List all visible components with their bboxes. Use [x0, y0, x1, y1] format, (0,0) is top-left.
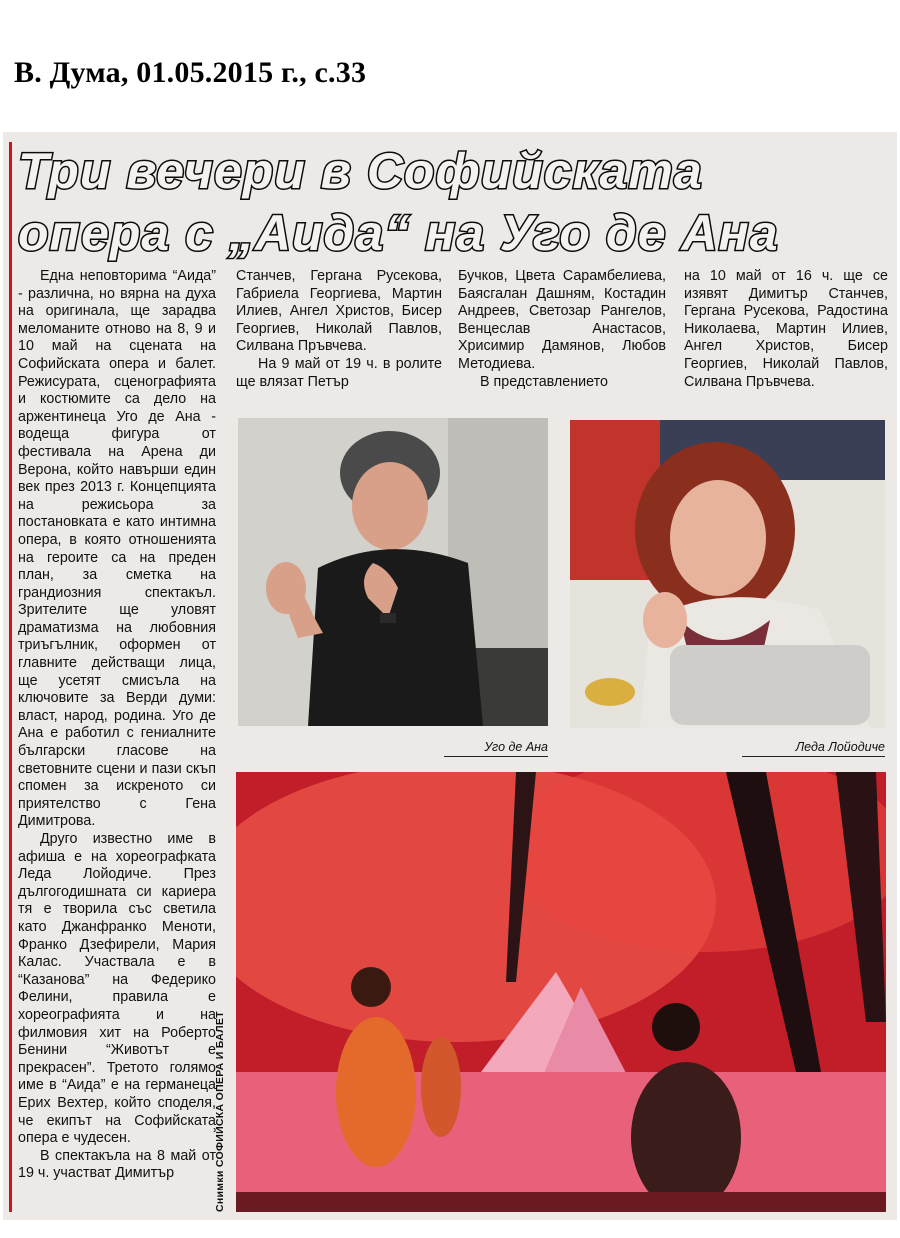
headline-line-2: опера с „Аида“ на Уго де Ана: [18, 205, 779, 261]
photo-stage-scene-illustration: [236, 772, 886, 1212]
paragraph: В представлението: [480, 373, 608, 390]
paragraph: Бучков, Цвета Сарамбелиева, Баясгалан Дашням, Костадин Андреев, Светозар Рангелов, Венцеслав Анастасов, Хрисимир Дамянов, Любов Методиева.: [458, 268, 666, 372]
headline: [18, 140, 888, 264]
photo-director: [238, 418, 548, 726]
photo-credit: Снимки СОФИЙСКА ОПЕРА И БАЛЕТ: [214, 1011, 226, 1212]
article-column-3: [458, 268, 666, 391]
photo-stage-scene: [236, 772, 886, 1212]
paragraph: На 9 май от 19 ч. в ролите ще влязат Петър: [236, 355, 442, 390]
article-column-1: [18, 268, 216, 1183]
paragraph: В спектакъла на 8 май от 19 ч. участват Димитър: [18, 1147, 216, 1182]
paragraph: Станчев, Гергана Русекова, Габриела Георгиева, Мартин Илиев, Ангел Христов, Бисер Георгиев, Николай Павлов, Силвана Пръвчева.: [236, 268, 442, 355]
article-column-2: [236, 268, 442, 391]
photo-director-illustration: [238, 418, 548, 726]
article-column-4: [684, 268, 888, 391]
accent-bar: [9, 142, 12, 1212]
paragraph: Една неповторима “Аида” - различна, но вярна на духа на оригинала, ще зарадва меломаните отново на 8, 9 и 10 май на сцената на Софийската опера и балет. Режисурата, сценографията и костюмите са дело на аржентинеца Уго де Ана - водеща фигура от фестивала на Арена ди Верона, който навърши един век през 2013 г. Концепцията на режисьора за постановката е като интимна опера, в която отношенията на героите са на преден план, за сметка на грандиозния спектакъл. Зрителите ще уловят драматизма на любовния триъгълник, оформен от главните действащи лица, ще усетят смисъла на ключовите за Верди думи: власт, народ, родина. Уго де Ана е работил с гениалните български гласове на световните сцени и пази скъп спомен за искреното си приятелство с Гена Димитрова.: [18, 268, 216, 830]
caption-director: Уго де Ана: [444, 740, 548, 757]
photo-choreographer: [570, 420, 885, 728]
caption-choreographer: Леда Лойодиче: [742, 740, 885, 757]
paragraph: на 10 май от 16 ч. ще се изявят Димитър Станчев, Гергана Русекова, Радостина Николаева, Мартин Илиев, Ангел Христов, Бисер Георгиев, Николай Павлов, Силвана Пръвчева.: [684, 268, 888, 390]
source-line: В. Дума, 01.05.2015 г., с.33: [14, 56, 367, 89]
photo-choreographer-illustration: [570, 420, 885, 728]
paragraph: Друго известно име в афиша е на хореографката Леда Лойодиче. През дългогодишната си кариера тя е творила със светила като Джанфранко Меноти, Франко Дзефирели, Мария Калас. Участвала е в “Казанова” на Федерико Фелини, правила е хореографията и на филмовия хит на Роберто Бенини “Животът е прекрасен”. Третото голямо име в “Аида” е на германеца Ерих Вехтер, който споделя, че екипът на Софийската опера е чудесен.: [18, 831, 216, 1147]
headline-line-1: Три вечери в Софийската: [18, 143, 703, 199]
